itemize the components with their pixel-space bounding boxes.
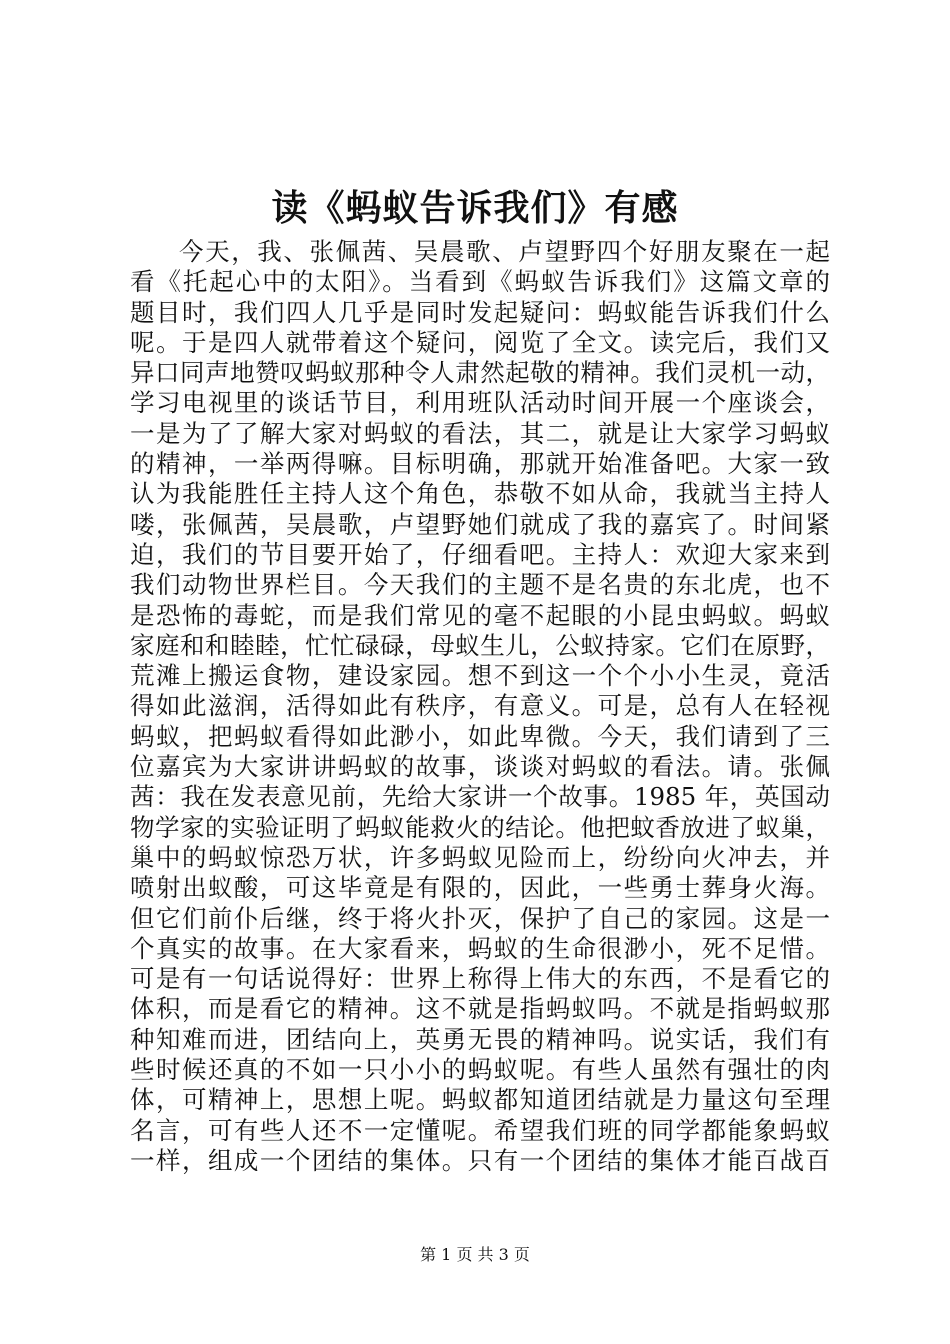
body-line: 看《托起心中的太阳》。当看到《蚂蚁告诉我们》这篇文章的: [130, 267, 830, 297]
body-line: 今天，我、张佩茜、吴晨歌、卢望野四个好朋友聚在一起: [179, 237, 830, 266]
body-line: 但它们前仆后继，终于将火扑灭，保护了自己的家园。这是一: [130, 903, 830, 933]
body-line: 得如此滋润，活得如此有秩序，有意义。可是，总有人在轻视: [130, 691, 830, 721]
body-line: 一样，组成一个团结的集体。只有一个团结的集体才能百战百: [130, 1145, 830, 1175]
body-line: 物学家的实验证明了蚂蚁能救火的结论。他把蚊香放进了蚁巢，: [130, 812, 830, 842]
body-line: 一是为了了解大家对蚂蚁的看法，其二，就是让大家学习蚂蚁: [130, 418, 830, 448]
body-line: 体，可精神上，思想上呢。蚂蚁都知道团结就是力量这句至理: [130, 1085, 830, 1115]
body-line: 茜：我在发表意见前，先给大家讲一个故事。1985 年，英国动: [130, 782, 830, 812]
body-line: 可是有一句话说得好：世界上称得上伟大的东西，不是看它的: [130, 964, 830, 994]
body-line: 喽，张佩茜，吴晨歌，卢望野她们就成了我的嘉宾了。时间紧: [130, 509, 830, 539]
body-line: 喷射出蚁酸，可这毕竟是有限的，因此，一些勇士葬身火海。: [130, 873, 830, 903]
body-line: 位嘉宾为大家讲讲蚂蚁的故事，谈谈对蚂蚁的看法。请。张佩: [130, 752, 830, 782]
body-line: 体积，而是看它的精神。这不就是指蚂蚁吗。不就是指蚂蚁那: [130, 994, 830, 1024]
body-line: 是恐怖的毒蛇，而是我们常见的毫不起眼的小昆虫蚂蚁。蚂蚁: [130, 600, 830, 630]
body-line: 呢。于是四人就带着这个疑问，阅览了全文。读完后，我们又: [130, 327, 830, 357]
body-line: 名言，可有些人还不一定懂呢。希望我们班的同学都能象蚂蚁: [130, 1115, 830, 1145]
body-line: 家庭和和睦睦，忙忙碌碌，母蚁生儿，公蚁持家。它们在原野，: [130, 630, 830, 660]
page-number-footer: 第 1 页 共 3 页: [420, 1245, 530, 1264]
body-line: 的精神，一举两得嘛。目标明确，那就开始准备吧。大家一致: [130, 449, 830, 479]
body-line: 个真实的故事。在大家看来，蚂蚁的生命很渺小，死不足惜。: [130, 933, 830, 963]
document-title: 读《蚂蚁告诉我们》有感: [271, 187, 679, 229]
body-line: 我们动物世界栏目。今天我们的主题不是名贵的东北虎，也不: [130, 570, 830, 600]
body-line: 种知难而进，团结向上，英勇无畏的精神吗。说实话，我们有: [130, 1024, 830, 1054]
body-line: 异口同声地赞叹蚂蚁那种令人肃然起敬的精神。我们灵机一动，: [130, 358, 830, 388]
body-line: 荒滩上搬运食物，建设家园。想不到这一个个小小生灵，竟活: [130, 661, 830, 691]
body-line: 巢中的蚂蚁惊恐万状，许多蚂蚁见险而上，纷纷向火冲去，并: [130, 842, 830, 872]
body-line: 认为我能胜任主持人这个角色，恭敬不如从命，我就当主持人: [130, 479, 830, 509]
body-line: 些时候还真的不如一只小小的蚂蚁呢。有些人虽然有强壮的肉: [130, 1055, 830, 1085]
document-body: [130, 237, 830, 1176]
body-line: 学习电视里的谈话节目，利用班队活动时间开展一个座谈会，: [130, 388, 830, 418]
body-line: 迫，我们的节目要开始了，仔细看吧。主持人：欢迎大家来到: [130, 539, 830, 569]
body-line: 蚂蚁，把蚂蚁看得如此渺小，如此卑微。今天，我们请到了三: [130, 721, 830, 751]
body-line: 题目时，我们四人几乎是同时发起疑问：蚂蚁能告诉我们什么: [130, 297, 830, 327]
